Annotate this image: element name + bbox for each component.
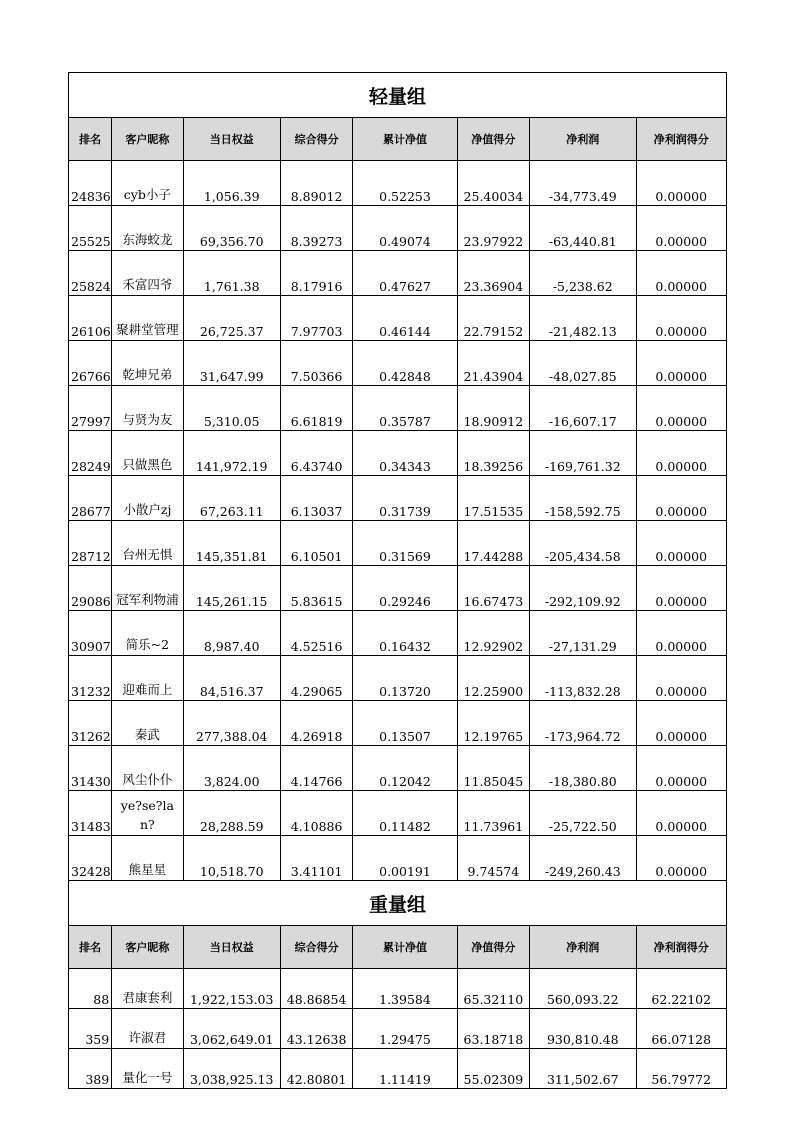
cell-net-profit: -173,964.72 [530, 701, 636, 746]
cell-rank: 88 [69, 969, 112, 1009]
table-row [69, 791, 727, 836]
cell-net-profit: -25,722.50 [530, 791, 636, 836]
cell-nickname: 君康套利 [112, 969, 183, 1009]
cell-total-score: 43.12638 [280, 1009, 352, 1049]
cell-net-profit: -18,380.80 [530, 746, 636, 791]
cell-nickname: ye?se?lan? [112, 791, 183, 836]
cell-equity: 10,518.70 [183, 836, 280, 881]
cell-cumulative-nav: 0.46144 [353, 296, 457, 341]
cell-net-profit-score: 0.00000 [636, 386, 727, 431]
cell-nickname: 迎难而上 [112, 656, 183, 701]
cell-rank: 26766 [69, 341, 112, 386]
cell-net-profit: -16,607.17 [530, 386, 636, 431]
cell-equity: 26,725.37 [183, 296, 280, 341]
header-total-score: 综合得分 [280, 118, 352, 161]
cell-cumulative-nav: 0.13507 [353, 701, 457, 746]
cell-rank: 24836 [69, 161, 112, 206]
cell-nickname: 量化一号 [112, 1049, 183, 1089]
cell-rank: 29086 [69, 566, 112, 611]
table-row [69, 476, 727, 521]
cell-net-profit-score: 0.00000 [636, 296, 727, 341]
cell-net-profit-score: 0.00000 [636, 251, 727, 296]
cell-nav-score: 65.32110 [457, 969, 529, 1009]
table-row [69, 161, 727, 206]
cell-equity: 28,288.59 [183, 791, 280, 836]
cell-nav-score: 16.67473 [457, 566, 529, 611]
cell-nickname: 只做黑色 [112, 431, 183, 476]
table-row [69, 611, 727, 656]
cell-net-profit: -249,260.43 [530, 836, 636, 881]
cell-equity: 8,987.40 [183, 611, 280, 656]
cell-cumulative-nav: 0.29246 [353, 566, 457, 611]
header-net-profit: 净利润 [530, 118, 636, 161]
header-nickname: 客户昵称 [112, 926, 183, 969]
cell-rank: 27997 [69, 386, 112, 431]
cell-equity: 69,356.70 [183, 206, 280, 251]
cell-cumulative-nav: 1.11419 [353, 1049, 457, 1089]
header-rank: 排名 [69, 118, 112, 161]
cell-net-profit-score: 0.00000 [636, 836, 727, 881]
cell-nickname: 与贤为友 [112, 386, 183, 431]
cell-net-profit: 311,502.67 [530, 1049, 636, 1089]
cell-total-score: 3.41101 [280, 836, 352, 881]
cell-nav-score: 63.18718 [457, 1009, 529, 1049]
cell-net-profit: -292,109.92 [530, 566, 636, 611]
cell-cumulative-nav: 1.29475 [353, 1009, 457, 1049]
cell-total-score: 4.52516 [280, 611, 352, 656]
cell-net-profit: -113,832.28 [530, 656, 636, 701]
table-row [69, 341, 727, 386]
cell-net-profit: -48,027.85 [530, 341, 636, 386]
table-row [69, 701, 727, 746]
table-row [69, 251, 727, 296]
cell-net-profit-score: 0.00000 [636, 476, 727, 521]
cell-net-profit: -5,238.62 [530, 251, 636, 296]
table-row [69, 206, 727, 251]
cell-rank: 32428 [69, 836, 112, 881]
cell-net-profit-score: 0.00000 [636, 656, 727, 701]
cell-cumulative-nav: 0.31739 [353, 476, 457, 521]
header-net-profit: 净利润 [530, 926, 636, 969]
cell-nav-score: 25.40034 [457, 161, 529, 206]
cell-rank: 31430 [69, 746, 112, 791]
cell-net-profit-score: 66.07128 [636, 1009, 727, 1049]
cell-total-score: 6.13037 [280, 476, 352, 521]
cell-rank: 28249 [69, 431, 112, 476]
cell-total-score: 8.89012 [280, 161, 352, 206]
cell-net-profit: 930,810.48 [530, 1009, 636, 1049]
cell-equity: 1,761.38 [183, 251, 280, 296]
cell-rank: 30907 [69, 611, 112, 656]
cell-rank: 31262 [69, 701, 112, 746]
cell-cumulative-nav: 0.49074 [353, 206, 457, 251]
table-row [69, 1049, 727, 1089]
cell-rank: 25824 [69, 251, 112, 296]
cell-net-profit-score: 0.00000 [636, 206, 727, 251]
cell-net-profit-score: 0.00000 [636, 701, 727, 746]
cell-nav-score: 11.73961 [457, 791, 529, 836]
cell-total-score: 4.26918 [280, 701, 352, 746]
cell-rank: 25525 [69, 206, 112, 251]
cell-net-profit-score: 0.00000 [636, 566, 727, 611]
cell-equity: 145,261.15 [183, 566, 280, 611]
cell-total-score: 6.43740 [280, 431, 352, 476]
cell-nav-score: 12.92902 [457, 611, 529, 656]
cell-equity: 67,263.11 [183, 476, 280, 521]
cell-rank: 389 [69, 1049, 112, 1089]
cell-net-profit: -205,434.58 [530, 521, 636, 566]
cell-nickname: 小散户zj [112, 476, 183, 521]
header-total-score: 综合得分 [280, 926, 352, 969]
cell-nav-score: 11.85045 [457, 746, 529, 791]
table-row [69, 656, 727, 701]
cell-total-score: 5.83615 [280, 566, 352, 611]
table-row [69, 566, 727, 611]
cell-nav-score: 23.36904 [457, 251, 529, 296]
header-nickname: 客户昵称 [112, 118, 183, 161]
cell-total-score: 42.80801 [280, 1049, 352, 1089]
cell-net-profit: 560,093.22 [530, 969, 636, 1009]
cell-total-score: 48.86854 [280, 969, 352, 1009]
cell-total-score: 4.29065 [280, 656, 352, 701]
cell-equity: 31,647.99 [183, 341, 280, 386]
cell-net-profit-score: 0.00000 [636, 746, 727, 791]
ranking-sheet [68, 72, 727, 1089]
heavy-group-section [69, 881, 727, 1089]
header-net-profit-score: 净利润得分 [636, 926, 727, 969]
header-cumulative-nav: 累计净值 [353, 118, 457, 161]
header-cumulative-nav: 累计净值 [353, 926, 457, 969]
cell-net-profit-score: 56.79772 [636, 1049, 727, 1089]
heavy-group-header-row [69, 926, 727, 969]
cell-nav-score: 17.44288 [457, 521, 529, 566]
cell-equity: 3,038,925.13 [183, 1049, 280, 1089]
cell-nav-score: 12.19765 [457, 701, 529, 746]
table-row [69, 1009, 727, 1049]
cell-total-score: 7.97703 [280, 296, 352, 341]
cell-total-score: 6.10501 [280, 521, 352, 566]
cell-rank: 28712 [69, 521, 112, 566]
cell-nickname: 乾坤兄弟 [112, 341, 183, 386]
cell-cumulative-nav: 0.31569 [353, 521, 457, 566]
cell-nickname: cyb小子 [112, 161, 183, 206]
cell-nav-score: 22.79152 [457, 296, 529, 341]
cell-nickname: 熊星星 [112, 836, 183, 881]
cell-nav-score: 18.90912 [457, 386, 529, 431]
cell-nickname: 风尘仆仆 [112, 746, 183, 791]
table-row [69, 521, 727, 566]
cell-total-score: 4.10886 [280, 791, 352, 836]
header-net-profit-score: 净利润得分 [636, 118, 727, 161]
cell-net-profit-score: 0.00000 [636, 161, 727, 206]
cell-total-score: 7.50366 [280, 341, 352, 386]
header-nav-score: 净值得分 [457, 926, 529, 969]
cell-nickname: 简乐~2 [112, 611, 183, 656]
cell-cumulative-nav: 0.35787 [353, 386, 457, 431]
cell-nav-score: 23.97922 [457, 206, 529, 251]
light-group-title: 轻量组 [69, 73, 727, 118]
cell-nav-score: 55.02309 [457, 1049, 529, 1089]
cell-cumulative-nav: 0.42848 [353, 341, 457, 386]
cell-net-profit-score: 0.00000 [636, 521, 727, 566]
cell-nickname: 冠军利物浦 [112, 566, 183, 611]
cell-equity: 141,972.19 [183, 431, 280, 476]
cell-net-profit-score: 0.00000 [636, 611, 727, 656]
cell-cumulative-nav: 1.39584 [353, 969, 457, 1009]
cell-rank: 26106 [69, 296, 112, 341]
light-group-section [69, 73, 727, 881]
cell-cumulative-nav: 0.11482 [353, 791, 457, 836]
cell-nav-score: 18.39256 [457, 431, 529, 476]
cell-net-profit: -158,592.75 [530, 476, 636, 521]
cell-equity: 3,062,649.01 [183, 1009, 280, 1049]
cell-equity: 1,922,153.03 [183, 969, 280, 1009]
heavy-group-title-row [69, 881, 727, 926]
header-rank: 排名 [69, 926, 112, 969]
table-row [69, 296, 727, 341]
cell-rank: 359 [69, 1009, 112, 1049]
cell-net-profit-score: 0.00000 [636, 341, 727, 386]
header-nav-score: 净值得分 [457, 118, 529, 161]
header-equity: 当日权益 [183, 926, 280, 969]
cell-cumulative-nav: 0.13720 [353, 656, 457, 701]
cell-equity: 145,351.81 [183, 521, 280, 566]
cell-net-profit-score: 62.22102 [636, 969, 727, 1009]
table-row [69, 746, 727, 791]
cell-nav-score: 21.43904 [457, 341, 529, 386]
cell-net-profit: -21,482.13 [530, 296, 636, 341]
ranking-table [68, 72, 727, 1089]
cell-rank: 28677 [69, 476, 112, 521]
cell-cumulative-nav: 0.47627 [353, 251, 457, 296]
cell-nickname: 秦武 [112, 701, 183, 746]
table-row [69, 386, 727, 431]
cell-nickname: 台州无惧 [112, 521, 183, 566]
light-group-header-row [69, 118, 727, 161]
cell-nav-score: 17.51535 [457, 476, 529, 521]
cell-rank: 31483 [69, 791, 112, 836]
cell-cumulative-nav: 0.16432 [353, 611, 457, 656]
cell-cumulative-nav: 0.12042 [353, 746, 457, 791]
cell-total-score: 4.14766 [280, 746, 352, 791]
cell-net-profit: -34,773.49 [530, 161, 636, 206]
table-row [69, 969, 727, 1009]
cell-nav-score: 12.25900 [457, 656, 529, 701]
cell-equity: 84,516.37 [183, 656, 280, 701]
heavy-group-title: 重量组 [69, 881, 727, 926]
cell-net-profit: -169,761.32 [530, 431, 636, 476]
cell-nav-score: 9.74574 [457, 836, 529, 881]
cell-total-score: 8.39273 [280, 206, 352, 251]
cell-nickname: 禾富四爷 [112, 251, 183, 296]
cell-net-profit: -63,440.81 [530, 206, 636, 251]
cell-net-profit-score: 0.00000 [636, 431, 727, 476]
cell-cumulative-nav: 0.00191 [353, 836, 457, 881]
cell-cumulative-nav: 0.34343 [353, 431, 457, 476]
cell-equity: 5,310.05 [183, 386, 280, 431]
cell-total-score: 6.61819 [280, 386, 352, 431]
table-row [69, 836, 727, 881]
light-group-title-row [69, 73, 727, 118]
cell-equity: 277,388.04 [183, 701, 280, 746]
table-row [69, 431, 727, 476]
cell-net-profit-score: 0.00000 [636, 791, 727, 836]
cell-nickname: 东海蛟龙 [112, 206, 183, 251]
cell-nickname: 聚耕堂管理 [112, 296, 183, 341]
cell-nickname: 许淑君 [112, 1009, 183, 1049]
cell-cumulative-nav: 0.52253 [353, 161, 457, 206]
cell-total-score: 8.17916 [280, 251, 352, 296]
header-equity: 当日权益 [183, 118, 280, 161]
cell-rank: 31232 [69, 656, 112, 701]
cell-equity: 1,056.39 [183, 161, 280, 206]
cell-equity: 3,824.00 [183, 746, 280, 791]
cell-net-profit: -27,131.29 [530, 611, 636, 656]
